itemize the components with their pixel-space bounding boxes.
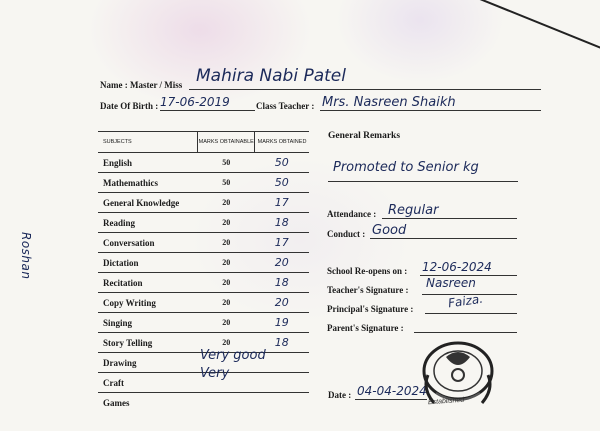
marks-obtained-cell: [255, 373, 309, 393]
marks-obtained-cell: 18: [255, 273, 309, 293]
subject-cell: Reading: [98, 213, 198, 233]
principal-signature-label: Principal's Signature :: [327, 304, 414, 314]
attendance-label: Attendance :: [327, 209, 377, 219]
table-row: [98, 253, 309, 273]
table-row: [98, 233, 309, 253]
subject-cell: Recitation: [98, 273, 198, 293]
parent-signature-label: Parent's Signature :: [327, 323, 404, 333]
teacher-signature: Nasreen: [426, 276, 476, 290]
marks-obtainable-cell: 20: [198, 293, 255, 313]
date-value: 04-04-2024: [357, 384, 427, 398]
marks-obtained-cell: 18: [255, 333, 309, 353]
marks-obtainable-cell: 20: [198, 193, 255, 213]
marks-obtained-cell: 20: [255, 293, 309, 313]
subject-cell: English: [98, 153, 198, 173]
name-label: Name : Master / Miss: [100, 80, 183, 90]
marks-obtainable-cell: 20: [198, 253, 255, 273]
marks-obtained-cell: 50: [255, 173, 309, 193]
side-note: Roshan: [19, 232, 33, 280]
table-row: [98, 173, 309, 193]
attendance-line: [382, 218, 517, 219]
table-header-row: [98, 132, 309, 153]
subject-cell: Mathemathics: [98, 173, 198, 193]
subject-cell: Drawing: [98, 353, 198, 373]
marks-obtained-cell: 17: [255, 233, 309, 253]
date-label: Date :: [328, 390, 352, 400]
marks-obtainable-cell: 20: [198, 313, 255, 333]
conduct-line: [370, 238, 517, 239]
reopen-label: School Re-opens on :: [327, 266, 408, 276]
conduct-value: Good: [372, 223, 407, 238]
marks-obtainable-cell: 50: [198, 173, 255, 193]
table-row: [98, 153, 309, 173]
general-remarks-title: General Remarks: [328, 131, 401, 141]
header-subjects: SUBJECTS: [98, 132, 198, 153]
table-row: [98, 313, 309, 333]
table-row: [98, 213, 309, 233]
marks-obtained-cell: 19: [255, 313, 309, 333]
header-marks-obtainable: MARKS OBTAINABLE: [198, 132, 255, 153]
dob-line: [160, 110, 255, 111]
marks-obtainable-cell: 20: [198, 273, 255, 293]
marks-obtainable-cell: 20: [198, 233, 255, 253]
marks-obtained-cell: 20: [255, 253, 309, 273]
header-marks-obtained: MARKS OBTAINED: [255, 132, 309, 153]
marks-obtainable-cell: 20: [198, 333, 255, 353]
table-row: [98, 193, 309, 213]
marks-obtainable-cell: 50: [198, 153, 255, 173]
dob-value: 17-06-2019: [160, 95, 230, 109]
class-teacher-value: Mrs. Nasreen Shaikh: [322, 95, 456, 110]
marks-obtained-cell: 18: [255, 213, 309, 233]
class-teacher-line: [320, 110, 541, 111]
remarks-line: [328, 181, 518, 182]
subject-cell: Copy Writing: [98, 293, 198, 313]
teacher-signature-label: Teacher's Signature :: [327, 285, 409, 295]
craft-remark: Very: [200, 366, 230, 381]
conduct-label: Conduct :: [327, 229, 366, 239]
table-row: [98, 393, 309, 413]
name-line: [189, 89, 541, 90]
principal-signature: Faiza.: [447, 291, 484, 311]
paper-fold-line: [470, 0, 600, 60]
subject-cell: Dictation: [98, 253, 198, 273]
class-teacher-label: Class Teacher :: [256, 101, 315, 111]
table-row: [98, 273, 309, 293]
subject-cell: General Knowledge: [98, 193, 198, 213]
marks-obtained-cell: [255, 393, 309, 413]
parent-signature-line: [414, 332, 517, 333]
reopen-value: 12-06-2024: [422, 260, 492, 274]
attendance-value: Regular: [388, 203, 439, 218]
subject-cell: Conversation: [98, 233, 198, 253]
table-row: [98, 293, 309, 313]
subject-cell: Games: [103, 397, 130, 408]
subject-cell: Story Telling: [98, 333, 198, 353]
subject-cell: Singing: [98, 313, 198, 333]
principal-signature-line: [425, 313, 517, 314]
marks-obtained-cell: 17: [255, 193, 309, 213]
stamp-established-text: Established: [427, 396, 465, 407]
remarks-text: Promoted to Senior kg: [333, 160, 479, 175]
subject-cell: Craft: [98, 373, 198, 393]
dob-label: Date Of Birth :: [100, 101, 159, 111]
marks-obtainable-cell: 20: [198, 213, 255, 233]
name-value: Mahira Nabi Patel: [196, 66, 346, 86]
marks-obtained-cell: 50: [255, 153, 309, 173]
drawing-remark: Very good: [200, 348, 266, 363]
marks-obtainable-cell: [198, 393, 255, 413]
